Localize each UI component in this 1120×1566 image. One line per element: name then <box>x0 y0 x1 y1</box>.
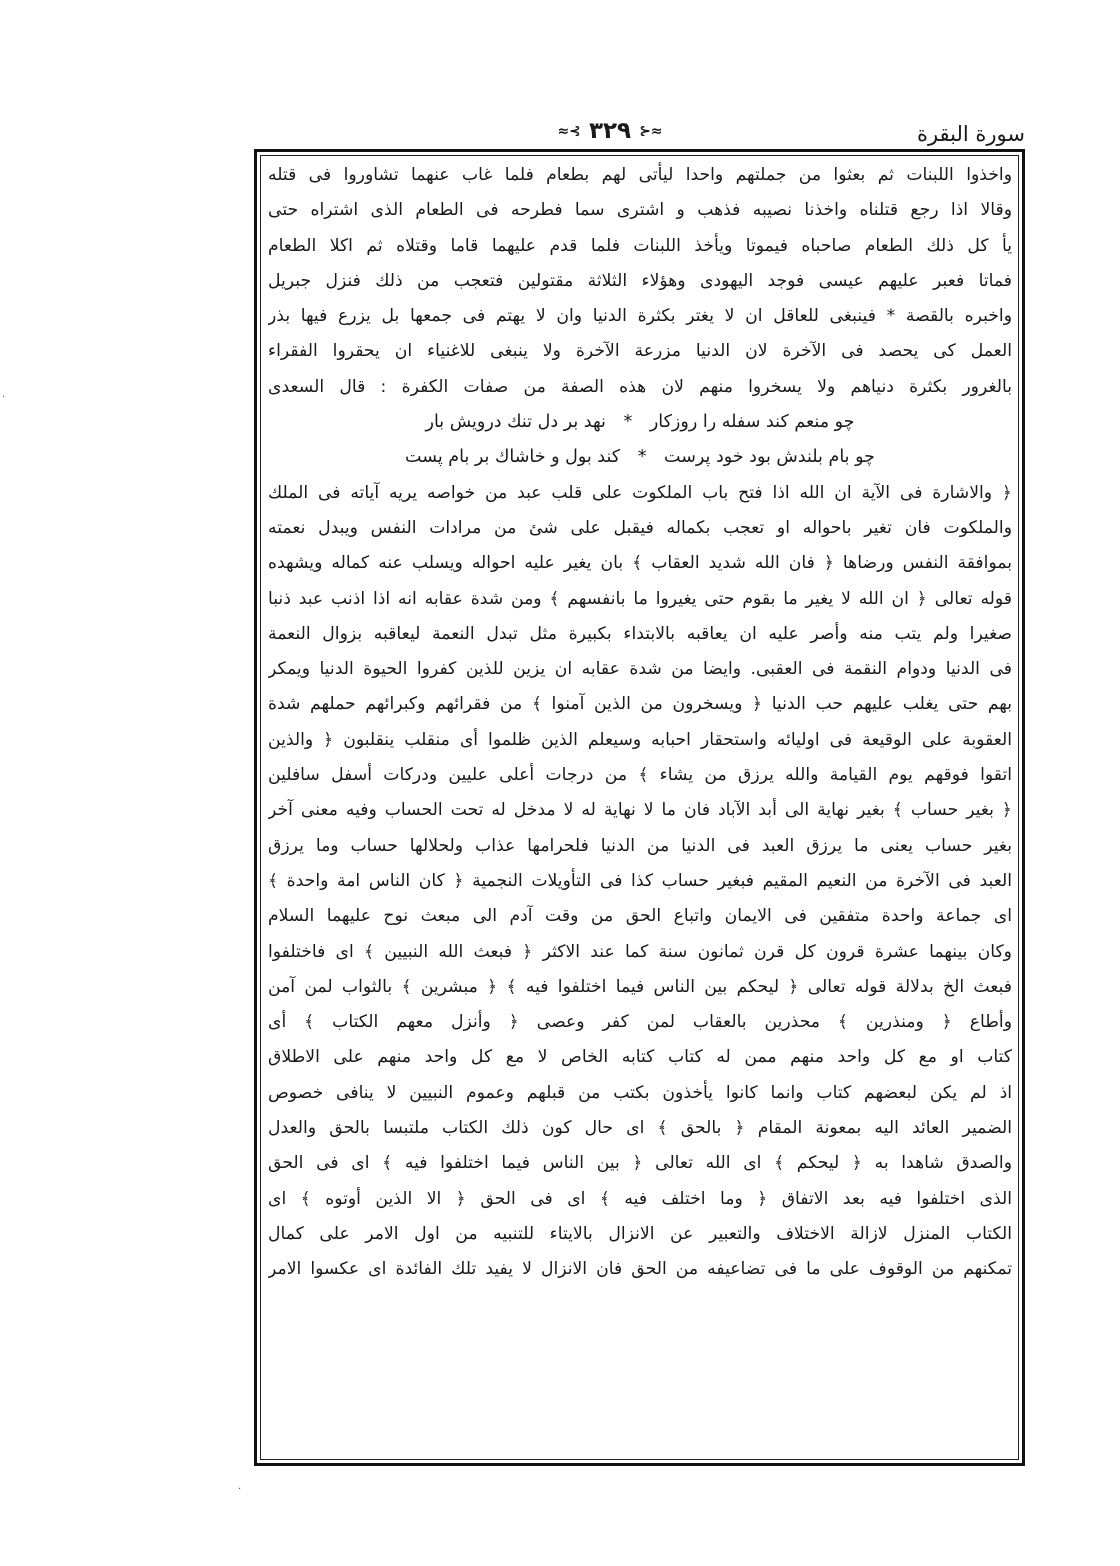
scan-speck: · <box>2 392 6 403</box>
page-text <box>268 158 1012 1288</box>
text-line: وقالا اذا رجع قتلناه واخذنا نصيبه فذهب و اشترى سما فطرحه فى الطعام الذى اشتراه حتى <box>268 200 1012 221</box>
text-line: اذ لم يكن لبعضهم كتاب وانما كانوا يأخذون بكتب من قبلهم وعموم النبيين لا ينافى خصوص <box>268 1082 1012 1103</box>
verse-separator: * <box>623 412 633 433</box>
scan-speck: · <box>238 1484 242 1495</box>
text-line: صغيرا ولم يتب منه وأصر عليه ان يعاقبه بالابتداء بكبيرة مثل تبدل النعمة ليعاقبه بزوال النعمة <box>268 623 1012 644</box>
text-line: بهم حتى يغلب عليهم حب الدنيا ﴿ ويسخرون من الذين آمنوا ﴾ من فقرائهم وكبرائهم حملهم شدة <box>268 694 1012 715</box>
text-line: واخذوا اللبنات ثم بعثوا من جملتهم واحدا ليأتى لهم بطعام فلما غاب عنهما تشاوروا فى قتله <box>268 165 1012 185</box>
page-number-block <box>540 118 680 144</box>
text-line: والملكوت فان تغير باحواله او تعجب بكماله فيقبل على شئ من مرادات النفس ويبدل نعمته <box>268 517 1012 538</box>
ornament-right: ≈⊰ <box>639 123 663 140</box>
verse-hemistich-right: چو منعم كند سفله را روزكار <box>649 412 855 433</box>
text-line: العبد فى الآخرة من النعيم المقيم فبغير حساب كذا فى التأويلات النجمية ﴿ كان الناس امة واحدة ﴾ <box>268 870 1012 891</box>
verse-hemistich-right: چو بام بلندش بود خود پرست <box>664 447 875 468</box>
text-line: ﴿ والاشارة فى الآية ان الله اذا فتح باب الملكوت على قلب عبد من خواصه يريه آياته فى الملك <box>268 482 1012 503</box>
text-line: الذى اختلفوا فيه بعد الاتفاق ﴿ وما اختلف فيه ﴾ اى فى الحق ﴿ الا الذين أوتوه ﴾ اى <box>268 1188 1012 1209</box>
text-line: والصدق شاهدا به ﴿ ليحكم ﴾ اى الله تعالى ﴿ بين الناس فيما اختلفوا فيه ﴾ اى فى الحق <box>268 1153 1012 1174</box>
text-line: وأطاع ﴿ ومنذرين ﴾ محذرين بالعقاب لمن كفر وعصى ﴿ وأنزل معهم الكتاب ﴾ أى <box>268 1012 1012 1033</box>
verse-hemistich-left: نهد بر دل تنك درويش بار <box>425 412 606 433</box>
text-line: فى الدنيا ودوام النقمة فى العقبى. وايضا من شدة عقابه ان يزين للذين كفروا الحيوة الدنيا ويمكر <box>268 659 1012 680</box>
verse-separator: * <box>637 447 647 468</box>
text-line: يأ كل ذلك الطعام صاحباه فيموتا ويأخذ اللبنات فلما قدم عليهما قاما وقتلاه ثم اكلا الطعام <box>268 235 1012 256</box>
text-line: تمكنهم من الوقوف على ما فى تضاعيفه من الحق فان الانزال لا يفيد تلك الفائدة اى عكسوا الامر <box>268 1259 1012 1280</box>
ornament-left: ⊱≈ <box>557 123 581 140</box>
text-line: اتقوا فوقهم يوم القيامة والله يرزق من يشاء ﴾ من درجات أعلى عليين ودركات أسفل سافلين <box>268 765 1012 786</box>
text-line: وكان بينهما عشرة قرون كل قرن ثمانون سنة كما عند الاكثر ﴿ فبعث الله النبيين ﴾ اى فاختلفوا <box>268 941 1012 962</box>
text-line: فماتا فعبر عليهم عيسى فوجد اليهودى وهؤلاء الثلاثة مقتولين فتعجب من ذلك فنزل جبريل <box>268 270 1012 291</box>
verse-hemistich-left: كند بول و خاشاك بر بام پست <box>405 447 621 468</box>
text-line: واخبره بالقصة * فينبغى للعاقل ان لا يغتر بكثرة الدنيا وان لا يهتم فى جمعها بل يزرع فيها بذر <box>268 306 1012 327</box>
surah-name: سورة البقرة <box>916 122 1025 146</box>
text-line: العمل كى يحصد فى الآخرة لان الدنيا مزرعة الآخرة ولا ينبغى للاغنياء ان يحقروا الفقراء <box>268 341 1012 362</box>
poem-verse <box>268 440 1012 475</box>
text-line: ﴿ بغير حساب ﴾ بغير نهاية الى أبد الآباد فان ما لا نهاية له لا مدخل له تحت الحساب وفيه معنى آخر <box>268 800 1012 821</box>
text-line: بالغرور بكثرة دنياهم ولا يسخروا منهم لان هذه الصفة من صفات الكفرة : قال السعدى <box>268 376 1012 397</box>
text-line: قوله تعالى ﴿ ان الله لا يغير ما بقوم حتى يغيروا ما بانفسهم ﴾ ومن شدة عقابه انه اذا اذنب عبد ذنبا <box>268 588 1012 609</box>
text-line: بغير حساب يعنى ما يرزق العبد فى الدنيا من الدنيا فلحرامها عذاب ولحلالها حساب وما يرزق <box>268 835 1012 856</box>
page-header <box>255 118 1025 150</box>
text-line: اى جماعة واحدة متفقين فى الايمان واتباع الحق من وقت آدم الى مبعث نوح عليهما السلام <box>268 906 1012 927</box>
page-number: ٣٢٩ <box>588 118 632 144</box>
text-line: العقوبة على الوقيعة فى اوليائه واستحقار احبابه وسيعلم الذين ظلموا أى منقلب ينقلبون ﴿ والذين <box>268 729 1012 750</box>
text-line: كتاب او مع كل واحد منهم ممن له كتاب كتابه الخاص لا مع كل واحد منهم على الاطلاق <box>268 1047 1012 1068</box>
text-line: بموافقة النفس ورضاها ﴿ فان الله شديد العقاب ﴾ بان يغير عليه احواله ويسلب عنه كماله ويشهده <box>268 553 1012 574</box>
poem-verse <box>268 405 1012 440</box>
text-line: فبعث الخ بدلالة قوله تعالى ﴿ ليحكم بين الناس فيما اختلفوا فيه ﴾ ﴿ مبشرين ﴾ بالثواب لمن آمن <box>268 976 1012 997</box>
text-line: الضمير العائد اليه بمعونة المقام ﴿ بالحق ﴾ اى حال كون ذلك الكتاب ملتبسا بالحق والعدل <box>268 1118 1012 1139</box>
text-line: الكتاب المنزل لازالة الاختلاف والتعبير عن الانزال بالايتاء للتنبيه من اول الامر على كمال <box>268 1223 1012 1244</box>
